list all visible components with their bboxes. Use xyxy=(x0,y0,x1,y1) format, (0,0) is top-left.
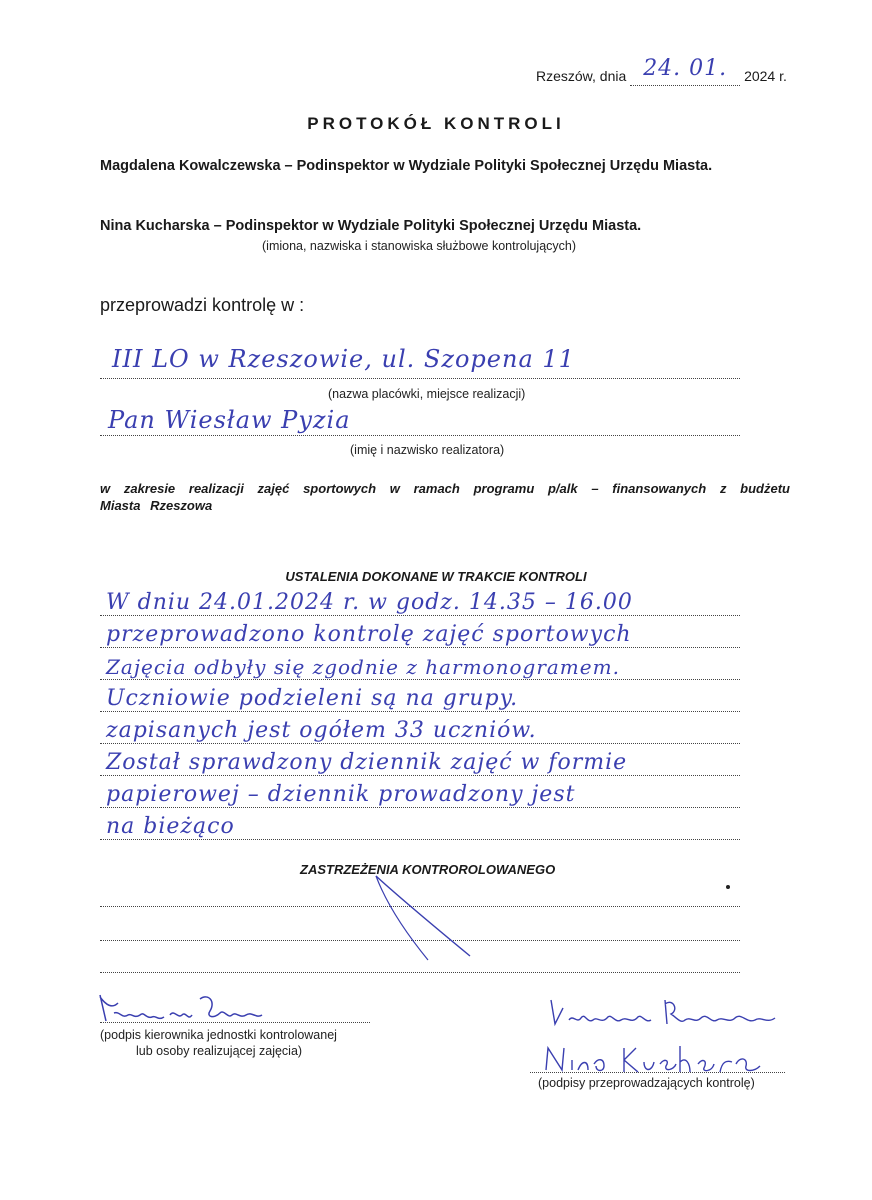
document-title: PROTOKÓŁ KONTROLI xyxy=(307,114,565,133)
facility-caption: (nazwa placówki, miejsce realizacji) xyxy=(328,387,526,401)
implementer-caption: (imię i nazwisko realizatora) xyxy=(350,443,505,457)
facility-line xyxy=(100,378,740,379)
signature-right-caption: (podpisy przeprowadzających kontrolę) xyxy=(538,1076,755,1090)
date-handwritten: 24. 01. xyxy=(643,56,728,81)
objections-line xyxy=(100,972,740,973)
ink-dot xyxy=(726,885,730,889)
findings-line: W dniu 24.01.2024 r. w godz. 14.35 – 16.00 xyxy=(100,584,740,616)
signature-right-1 xyxy=(545,990,790,1035)
findings-line: papierowej – dziennik prowadzony jest xyxy=(100,776,740,808)
implementer-line xyxy=(100,435,740,436)
findings-lines xyxy=(100,584,740,840)
findings-line: zapisanych jest ogółem 33 uczniów. xyxy=(100,712,740,744)
findings-heading: USTALENIA DOKONANE W TRAKCIE KONTROLI xyxy=(285,569,587,584)
signature-left-line xyxy=(100,1022,370,1023)
strike-through-scribble xyxy=(370,868,480,963)
signature-left xyxy=(92,985,292,1030)
findings-line: na bieżąco xyxy=(100,808,740,840)
date-dots xyxy=(630,56,740,86)
implementer-handwritten: Pan Wiesław Pyzia xyxy=(108,406,351,434)
signature-left-caption-2: lub osoby realizującej zajęcia) xyxy=(136,1044,303,1058)
signature-right-line xyxy=(530,1072,785,1073)
findings-line: Został sprawdzony dziennik zajęć w formie xyxy=(100,744,740,776)
scope-text: w zakresie realizacji zajęć sportowych w ramach programu p/alk – finansowanych z budżetu Miasta Rzeszowa xyxy=(100,481,790,513)
inspectors-caption: (imiona, nazwiska i stanowiska służbowe kontrolujących) xyxy=(262,239,577,253)
signature-right-2 xyxy=(540,1042,770,1076)
signature-left-caption-1: (podpis kierownika jednostki kontrolowanej xyxy=(100,1028,337,1042)
date-prefix: Rzeszów, dnia xyxy=(536,68,627,84)
facility-handwritten: III LO w Rzeszowie, ul. Szopena 11 xyxy=(112,345,575,373)
findings-line: Zajęcia odbyły się zgodnie z harmonogramem. xyxy=(100,648,740,680)
inspector-1: Magdalena Kowalczewska – Podinspektor w Wydziale Polityki Społecznej Urzędu Miasta. xyxy=(100,158,713,174)
date-line xyxy=(536,56,787,88)
inspector-2: Nina Kucharska – Podinspektor w Wydziale Polityki Społecznej Urzędu Miasta. xyxy=(100,218,642,234)
findings-line: Uczniowie podzieleni są na grupy. xyxy=(100,680,740,712)
date-suffix: 2024 r. xyxy=(744,68,787,84)
conducts-label: przeprowadzi kontrolę w : xyxy=(100,295,305,315)
objections-heading: ZASTRZEŻENIA KONTROROLOWANEGO xyxy=(300,862,556,877)
findings-line: przeprowadzono kontrolę zajęć sportowych xyxy=(100,616,740,648)
